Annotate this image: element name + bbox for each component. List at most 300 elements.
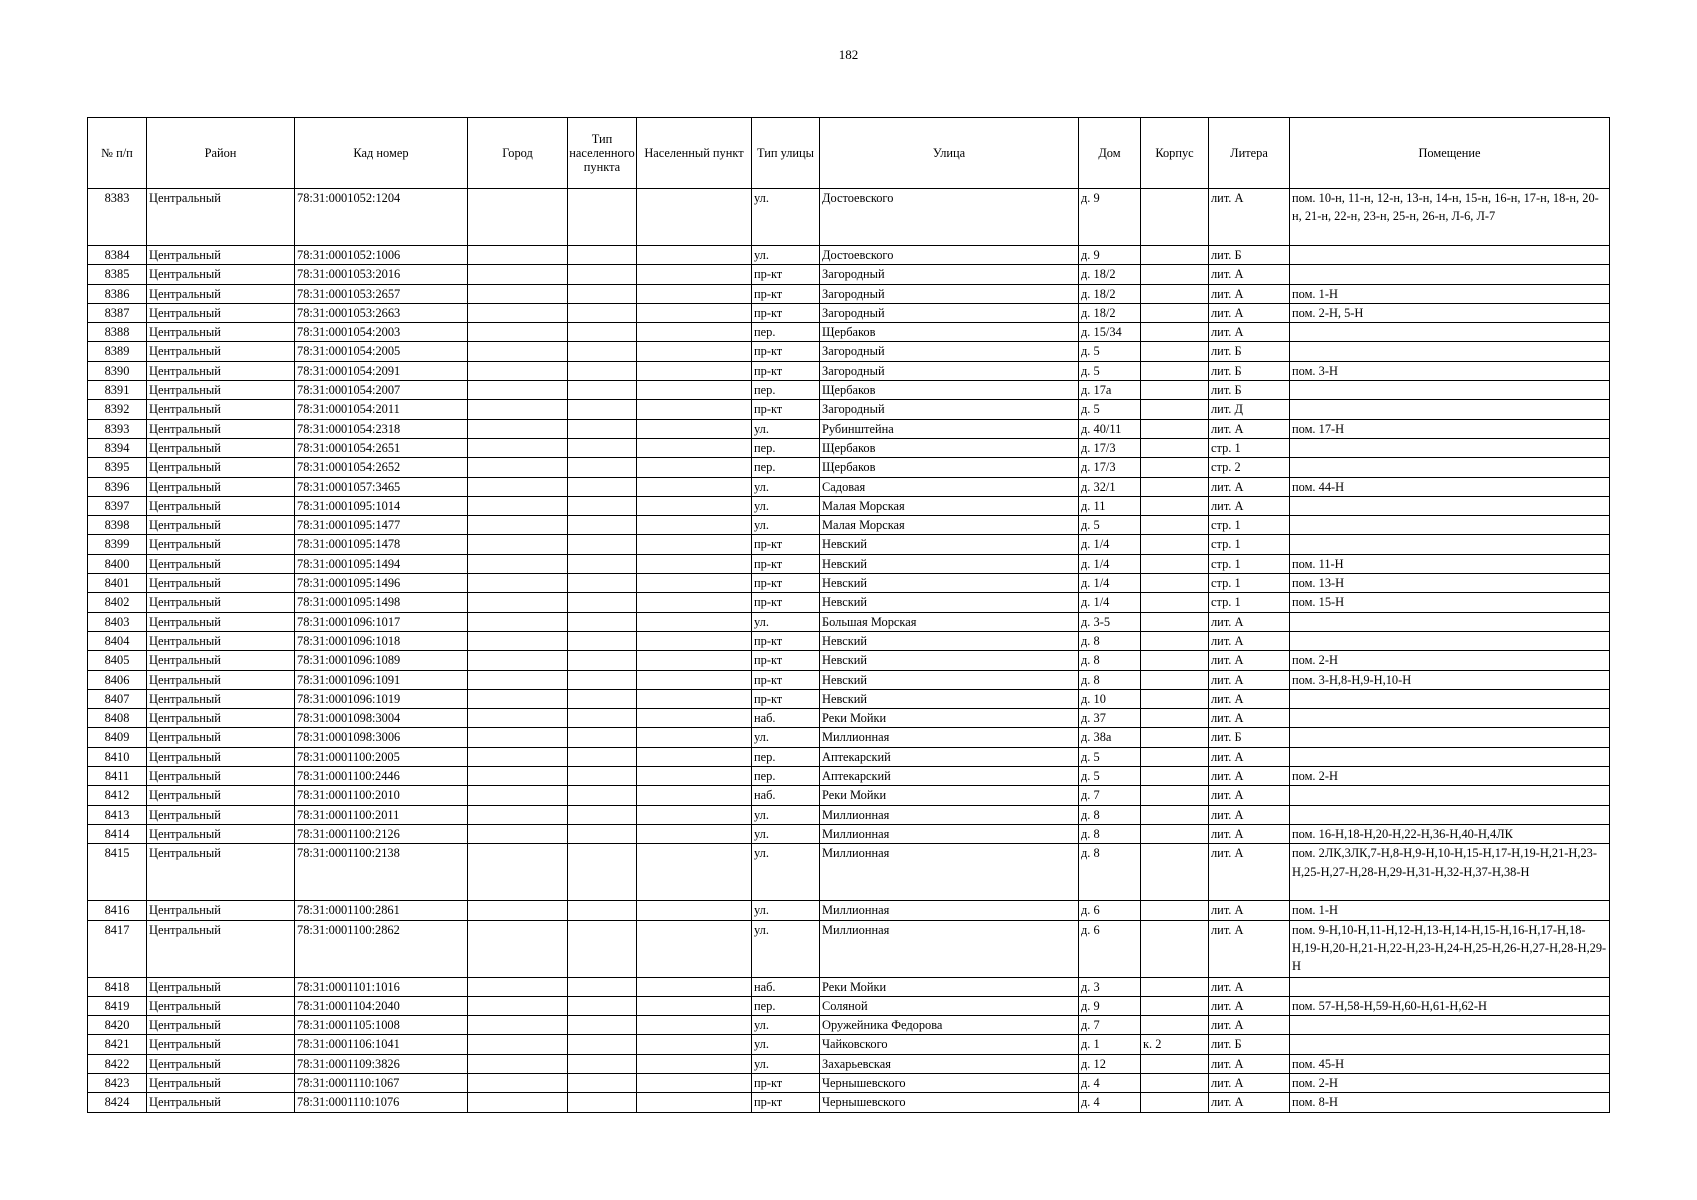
cell-col-premises: пом. 44-Н <box>1290 477 1610 496</box>
cell-col-letter: лит. А <box>1209 265 1290 284</box>
cell-col-building <box>1141 496 1209 515</box>
cell-col-street: Чайковского <box>820 1035 1079 1054</box>
cell-col-building <box>1141 709 1209 728</box>
cell-col-premises: пом. 3-Н,8-Н,9-Н,10-Н <box>1290 670 1610 689</box>
cell-col-street: Миллионная <box>820 901 1079 920</box>
cell-col-settlement-type <box>568 709 637 728</box>
cell-col-house: д. 9 <box>1079 246 1141 265</box>
page-number: 182 <box>838 47 859 62</box>
cell-col-house: д. 1/4 <box>1079 535 1141 554</box>
cell-col-settlement <box>637 996 752 1015</box>
cell-col-settlement <box>637 651 752 670</box>
cell-col-number: 8407 <box>88 689 147 708</box>
cell-col-settlement <box>637 496 752 515</box>
cell-col-settlement-type <box>568 728 637 747</box>
cell-col-settlement <box>637 844 752 901</box>
cell-col-street-type: ул. <box>752 246 820 265</box>
cell-col-street: Миллионная <box>820 728 1079 747</box>
cell-col-building <box>1141 438 1209 457</box>
cell-col-settlement-type <box>568 535 637 554</box>
cell-col-settlement-type <box>568 189 637 246</box>
table-row <box>88 323 1610 342</box>
cell-col-street-type: пер. <box>752 458 820 477</box>
cell-col-settlement-type <box>568 767 637 786</box>
cell-col-building <box>1141 631 1209 650</box>
cell-col-cadastral: 78:31:0001100:2126 <box>295 824 468 843</box>
table-header-row <box>88 118 1610 189</box>
cell-col-cadastral: 78:31:0001096:1089 <box>295 651 468 670</box>
table-row <box>88 342 1610 361</box>
cell-col-settlement-type <box>568 477 637 496</box>
cell-col-district: Центральный <box>147 844 295 901</box>
cell-col-street-type: пр-кт <box>752 400 820 419</box>
cell-col-house: д. 8 <box>1079 805 1141 824</box>
cell-col-building <box>1141 728 1209 747</box>
cell-col-settlement-type <box>568 651 637 670</box>
cell-col-house: д. 12 <box>1079 1054 1141 1073</box>
cell-col-settlement <box>637 400 752 419</box>
cell-col-letter: лит. А <box>1209 786 1290 805</box>
cell-col-district: Центральный <box>147 709 295 728</box>
cell-col-street: Большая Морская <box>820 612 1079 631</box>
cell-col-premises: пом. 2-Н <box>1290 651 1610 670</box>
table-row <box>88 805 1610 824</box>
cell-col-district: Центральный <box>147 767 295 786</box>
cell-col-street: Загородный <box>820 400 1079 419</box>
cell-col-district: Центральный <box>147 361 295 380</box>
cell-col-street-type: пр-кт <box>752 303 820 322</box>
cell-col-street-type: пр-кт <box>752 593 820 612</box>
cell-col-number: 8388 <box>88 323 147 342</box>
cell-col-settlement <box>637 1073 752 1092</box>
cell-col-settlement <box>637 342 752 361</box>
cell-col-house: д. 5 <box>1079 747 1141 766</box>
cell-col-building <box>1141 844 1209 901</box>
cell-col-city <box>468 342 568 361</box>
cell-col-street-type: пр-кт <box>752 651 820 670</box>
cell-col-cadastral: 78:31:0001096:1018 <box>295 631 468 650</box>
cell-col-cadastral: 78:31:0001095:1496 <box>295 574 468 593</box>
cell-col-letter: стр. 1 <box>1209 516 1290 535</box>
cell-col-settlement <box>637 303 752 322</box>
cell-col-cadastral: 78:31:0001095:1477 <box>295 516 468 535</box>
cell-col-settlement <box>637 1016 752 1035</box>
cell-col-number: 8406 <box>88 670 147 689</box>
cell-col-premises: пом. 10-н, 11-н, 12-н, 13-н, 14-н, 15-н, 16-н, 17-н, 18-н, 20-н, 21-н, 22-н, 23-н, 25-н, 26-н, Л-6, Л-7 <box>1290 189 1610 246</box>
cell-col-building <box>1141 612 1209 631</box>
cell-col-district: Центральный <box>147 246 295 265</box>
cell-col-house: д. 1 <box>1079 1035 1141 1054</box>
cell-col-district: Центральный <box>147 920 295 977</box>
cell-col-cadastral: 78:31:0001054:2318 <box>295 419 468 438</box>
cell-col-street: Миллионная <box>820 920 1079 977</box>
cell-col-cadastral: 78:31:0001052:1006 <box>295 246 468 265</box>
cell-col-settlement <box>637 419 752 438</box>
header-col-street: Улица <box>820 118 1079 189</box>
cell-col-house: д. 7 <box>1079 1016 1141 1035</box>
cell-col-street-type: ул. <box>752 920 820 977</box>
cell-col-house: д. 40/11 <box>1079 419 1141 438</box>
cell-col-cadastral: 78:31:0001096:1019 <box>295 689 468 708</box>
cell-col-house: д. 18/2 <box>1079 265 1141 284</box>
cell-col-settlement-type <box>568 516 637 535</box>
cell-col-settlement-type <box>568 323 637 342</box>
cell-col-building <box>1141 1054 1209 1073</box>
cell-col-house: д. 37 <box>1079 709 1141 728</box>
cell-col-letter: лит. А <box>1209 612 1290 631</box>
cell-col-street: Миллионная <box>820 824 1079 843</box>
cell-col-district: Центральный <box>147 728 295 747</box>
cell-col-settlement <box>637 554 752 573</box>
cell-col-cadastral: 78:31:0001095:1478 <box>295 535 468 554</box>
cell-col-settlement-type <box>568 381 637 400</box>
cell-col-city <box>468 728 568 747</box>
cell-col-letter: лит. А <box>1209 419 1290 438</box>
cell-col-street: Чернышевского <box>820 1093 1079 1112</box>
cell-col-street-type: ул. <box>752 419 820 438</box>
cell-col-district: Центральный <box>147 631 295 650</box>
cell-col-premises: пом. 2-Н <box>1290 767 1610 786</box>
cell-col-house: д. 4 <box>1079 1073 1141 1092</box>
cell-col-premises: пом. 1-Н <box>1290 901 1610 920</box>
cell-col-settlement-type <box>568 554 637 573</box>
cell-col-letter: лит. А <box>1209 767 1290 786</box>
cell-col-letter: стр. 1 <box>1209 554 1290 573</box>
cell-col-settlement-type <box>568 612 637 631</box>
cell-col-premises <box>1290 728 1610 747</box>
cell-col-settlement <box>637 709 752 728</box>
cell-col-street: Реки Мойки <box>820 977 1079 996</box>
cell-col-city <box>468 303 568 322</box>
cell-col-city <box>468 901 568 920</box>
cell-col-building <box>1141 535 1209 554</box>
cell-col-district: Центральный <box>147 381 295 400</box>
cell-col-settlement-type <box>568 920 637 977</box>
cell-col-street-type: пер. <box>752 323 820 342</box>
cell-col-house: д. 10 <box>1079 689 1141 708</box>
cell-col-number: 8420 <box>88 1016 147 1035</box>
cell-col-number: 8418 <box>88 977 147 996</box>
cell-col-settlement-type <box>568 977 637 996</box>
cell-col-settlement-type <box>568 901 637 920</box>
cell-col-premises: пом. 57-Н,58-Н,59-Н,60-Н,61-Н,62-Н <box>1290 996 1610 1015</box>
cell-col-settlement-type <box>568 265 637 284</box>
cell-col-street-type: пр-кт <box>752 554 820 573</box>
cell-col-number: 8397 <box>88 496 147 515</box>
cell-col-letter: лит. А <box>1209 303 1290 322</box>
cell-col-letter: лит. А <box>1209 901 1290 920</box>
cell-col-number: 8414 <box>88 824 147 843</box>
cell-col-premises <box>1290 1016 1610 1035</box>
cell-col-street: Невский <box>820 535 1079 554</box>
cell-col-number: 8423 <box>88 1073 147 1092</box>
cell-col-letter: лит. А <box>1209 920 1290 977</box>
cell-col-cadastral: 78:31:0001054:2091 <box>295 361 468 380</box>
cell-col-street-type: пер. <box>752 381 820 400</box>
table-row <box>88 728 1610 747</box>
table-row <box>88 844 1610 901</box>
cell-col-letter: лит. А <box>1209 1093 1290 1112</box>
table-row <box>88 516 1610 535</box>
cell-col-street-type: пр-кт <box>752 1093 820 1112</box>
cell-col-number: 8408 <box>88 709 147 728</box>
cell-col-number: 8401 <box>88 574 147 593</box>
cell-col-cadastral: 78:31:0001054:2007 <box>295 381 468 400</box>
cell-col-letter: лит. Б <box>1209 728 1290 747</box>
table-row <box>88 824 1610 843</box>
cell-col-number: 8399 <box>88 535 147 554</box>
cell-col-premises: пом. 2-Н <box>1290 1073 1610 1092</box>
cell-col-street: Аптекарский <box>820 747 1079 766</box>
cell-col-settlement <box>637 593 752 612</box>
cell-col-street-type: ул. <box>752 516 820 535</box>
cell-col-house: д. 18/2 <box>1079 284 1141 303</box>
cell-col-cadastral: 78:31:0001104:2040 <box>295 996 468 1015</box>
table-row <box>88 400 1610 419</box>
table-row <box>88 901 1610 920</box>
cell-col-district: Центральный <box>147 901 295 920</box>
cell-col-number: 8421 <box>88 1035 147 1054</box>
header-col-letter: Литера <box>1209 118 1290 189</box>
cell-col-street: Оружейника Федорова <box>820 1016 1079 1035</box>
cell-col-city <box>468 246 568 265</box>
cell-col-city <box>468 438 568 457</box>
cell-col-building <box>1141 381 1209 400</box>
cell-col-settlement-type <box>568 1035 637 1054</box>
cell-col-number: 8419 <box>88 996 147 1015</box>
cell-col-street: Щербаков <box>820 438 1079 457</box>
cell-col-settlement <box>637 458 752 477</box>
cell-col-district: Центральный <box>147 1093 295 1112</box>
cell-col-city <box>468 709 568 728</box>
cell-col-cadastral: 78:31:0001106:1041 <box>295 1035 468 1054</box>
cell-col-number: 8390 <box>88 361 147 380</box>
cell-col-building <box>1141 284 1209 303</box>
table-row <box>88 977 1610 996</box>
cell-col-street: Загородный <box>820 342 1079 361</box>
cell-col-settlement <box>637 189 752 246</box>
header-col-street-type: Тип улицы <box>752 118 820 189</box>
cell-col-building <box>1141 920 1209 977</box>
cell-col-number: 8402 <box>88 593 147 612</box>
cell-col-letter: лит. А <box>1209 805 1290 824</box>
cell-col-settlement <box>637 438 752 457</box>
cell-col-number: 8396 <box>88 477 147 496</box>
cell-col-letter: лит. А <box>1209 477 1290 496</box>
table-row <box>88 554 1610 573</box>
cell-col-city <box>468 284 568 303</box>
cell-col-cadastral: 78:31:0001098:3004 <box>295 709 468 728</box>
cell-col-letter: лит. А <box>1209 689 1290 708</box>
cell-col-cadastral: 78:31:0001095:1494 <box>295 554 468 573</box>
cell-col-city <box>468 612 568 631</box>
table-row <box>88 265 1610 284</box>
cell-col-letter: лит. А <box>1209 496 1290 515</box>
cell-col-number: 8395 <box>88 458 147 477</box>
cell-col-premises: пом. 3-Н <box>1290 361 1610 380</box>
cell-col-number: 8383 <box>88 189 147 246</box>
table-row <box>88 419 1610 438</box>
cell-col-settlement-type <box>568 284 637 303</box>
cell-col-number: 8393 <box>88 419 147 438</box>
table-row <box>88 1016 1610 1035</box>
cell-col-district: Центральный <box>147 1073 295 1092</box>
cell-col-street: Аптекарский <box>820 767 1079 786</box>
cell-col-building <box>1141 303 1209 322</box>
cell-col-number: 8404 <box>88 631 147 650</box>
table-row <box>88 1073 1610 1092</box>
cell-col-building <box>1141 1073 1209 1092</box>
cell-col-building <box>1141 574 1209 593</box>
cell-col-street-type: пр-кт <box>752 1073 820 1092</box>
cell-col-settlement <box>637 477 752 496</box>
cell-col-city <box>468 631 568 650</box>
cell-col-settlement <box>637 265 752 284</box>
cell-col-district: Центральный <box>147 323 295 342</box>
cell-col-city <box>468 1016 568 1035</box>
cell-col-building <box>1141 246 1209 265</box>
cell-col-house: д. 8 <box>1079 631 1141 650</box>
cell-col-letter: лит. А <box>1209 670 1290 689</box>
cell-col-letter: лит. А <box>1209 977 1290 996</box>
cell-col-building <box>1141 400 1209 419</box>
cell-col-building <box>1141 996 1209 1015</box>
cell-col-district: Центральный <box>147 1035 295 1054</box>
cell-col-city <box>468 535 568 554</box>
cell-col-letter: лит. А <box>1209 631 1290 650</box>
cell-col-premises <box>1290 709 1610 728</box>
cell-col-street-type: ул. <box>752 1016 820 1035</box>
header-col-premises: Помещение <box>1290 118 1610 189</box>
cell-col-street-type: ул. <box>752 824 820 843</box>
cell-col-settlement-type <box>568 747 637 766</box>
cell-col-building <box>1141 458 1209 477</box>
cell-col-house: д. 9 <box>1079 189 1141 246</box>
table-row <box>88 535 1610 554</box>
cell-col-settlement-type <box>568 631 637 650</box>
cell-col-letter: лит. Б <box>1209 1035 1290 1054</box>
cell-col-premises: пом. 17-Н <box>1290 419 1610 438</box>
cell-col-building <box>1141 901 1209 920</box>
cell-col-house: д. 8 <box>1079 844 1141 901</box>
cell-col-district: Центральный <box>147 612 295 631</box>
cell-col-letter: лит. А <box>1209 996 1290 1015</box>
header-col-house: Дом <box>1079 118 1141 189</box>
cell-col-letter: лит. Б <box>1209 246 1290 265</box>
cell-col-street-type: пр-кт <box>752 342 820 361</box>
cell-col-house: д. 5 <box>1079 767 1141 786</box>
table-row <box>88 689 1610 708</box>
cell-col-building <box>1141 323 1209 342</box>
cell-col-premises <box>1290 805 1610 824</box>
cell-col-street-type: пр-кт <box>752 284 820 303</box>
cell-col-letter: лит. Б <box>1209 361 1290 380</box>
cell-col-house: д. 9 <box>1079 996 1141 1015</box>
cell-col-house: д. 6 <box>1079 920 1141 977</box>
cell-col-street: Невский <box>820 574 1079 593</box>
cell-col-district: Центральный <box>147 786 295 805</box>
table-row <box>88 651 1610 670</box>
cell-col-settlement <box>637 901 752 920</box>
cell-col-city <box>468 265 568 284</box>
cell-col-city <box>468 920 568 977</box>
cell-col-district: Центральный <box>147 651 295 670</box>
cell-col-premises <box>1290 323 1610 342</box>
cell-col-letter: стр. 1 <box>1209 438 1290 457</box>
cell-col-settlement-type <box>568 361 637 380</box>
cell-col-street: Невский <box>820 554 1079 573</box>
cell-col-street-type: ул. <box>752 1054 820 1073</box>
cell-col-building <box>1141 516 1209 535</box>
cell-col-premises <box>1290 786 1610 805</box>
cell-col-house: д. 3 <box>1079 977 1141 996</box>
cell-col-building <box>1141 265 1209 284</box>
cell-col-district: Центральный <box>147 535 295 554</box>
header-col-number: № п/п <box>88 118 147 189</box>
cell-col-premises <box>1290 535 1610 554</box>
cell-col-district: Центральный <box>147 342 295 361</box>
cell-col-city <box>468 516 568 535</box>
cell-col-settlement <box>637 323 752 342</box>
cell-col-city <box>468 574 568 593</box>
table-row <box>88 574 1610 593</box>
cell-col-street: Невский <box>820 651 1079 670</box>
cell-col-house: д. 3-5 <box>1079 612 1141 631</box>
cell-col-district: Центральный <box>147 1016 295 1035</box>
cell-col-cadastral: 78:31:0001100:2862 <box>295 920 468 977</box>
cell-col-number: 8389 <box>88 342 147 361</box>
cell-col-letter: лит. А <box>1209 824 1290 843</box>
cell-col-district: Центральный <box>147 458 295 477</box>
cell-col-city <box>468 786 568 805</box>
cell-col-number: 8385 <box>88 265 147 284</box>
cell-col-house: д. 8 <box>1079 824 1141 843</box>
cell-col-city <box>468 554 568 573</box>
cell-col-settlement-type <box>568 689 637 708</box>
cell-col-building <box>1141 419 1209 438</box>
cell-col-building <box>1141 593 1209 612</box>
cell-col-district: Центральный <box>147 593 295 612</box>
cell-col-number: 8398 <box>88 516 147 535</box>
cell-col-premises: пом. 45-Н <box>1290 1054 1610 1073</box>
cell-col-city <box>468 805 568 824</box>
cell-col-letter: лит. Б <box>1209 342 1290 361</box>
cell-col-street-type: наб. <box>752 786 820 805</box>
cell-col-settlement <box>637 747 752 766</box>
cell-col-letter: стр. 1 <box>1209 593 1290 612</box>
cell-col-premises: пом. 16-Н,18-Н,20-Н,22-Н,36-Н,40-Н,4ЛК <box>1290 824 1610 843</box>
cell-col-house: д. 17/3 <box>1079 458 1141 477</box>
cell-col-premises <box>1290 246 1610 265</box>
table-row <box>88 303 1610 322</box>
cell-col-street-type: наб. <box>752 977 820 996</box>
cell-col-city <box>468 458 568 477</box>
cell-col-letter: лит. А <box>1209 1073 1290 1092</box>
cell-col-building <box>1141 477 1209 496</box>
cell-col-settlement-type <box>568 1093 637 1112</box>
cell-col-street: Миллионная <box>820 844 1079 901</box>
cell-col-house: д. 5 <box>1079 516 1141 535</box>
cell-col-cadastral: 78:31:0001100:2446 <box>295 767 468 786</box>
cell-col-district: Центральный <box>147 1054 295 1073</box>
table-row <box>88 361 1610 380</box>
cell-col-number: 8411 <box>88 767 147 786</box>
cell-col-street: Невский <box>820 631 1079 650</box>
cell-col-city <box>468 361 568 380</box>
cell-col-street-type: наб. <box>752 709 820 728</box>
cell-col-number: 8387 <box>88 303 147 322</box>
cell-col-number: 8400 <box>88 554 147 573</box>
